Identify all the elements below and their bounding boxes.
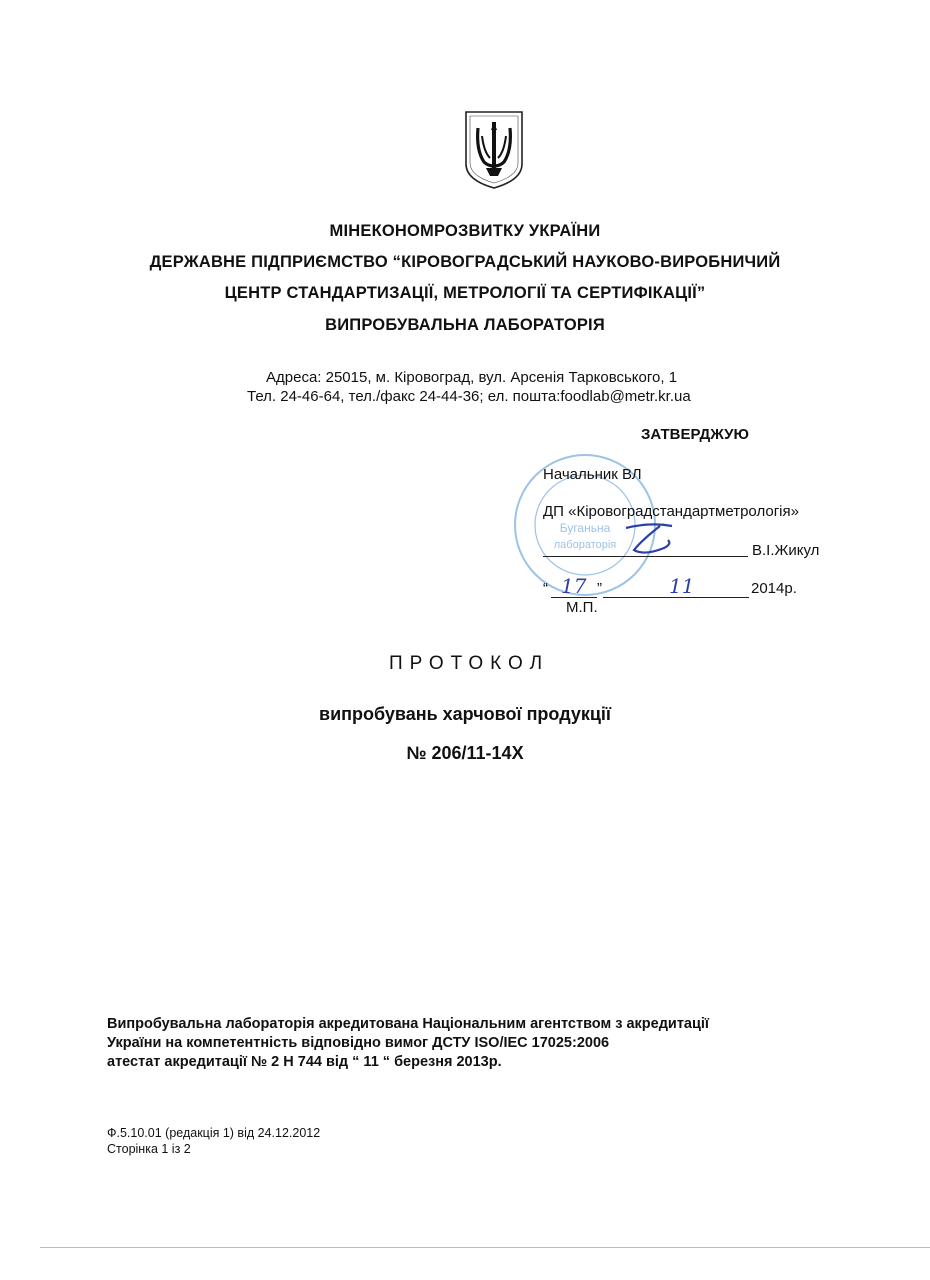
ministry-heading: МІНЕКОНОМРОЗВИТКУ УКРАЇНИ [329, 222, 601, 240]
approver-organization: ДП «Кіровоградстандартметрологія» [543, 503, 799, 520]
laboratory-heading: ВИПРОБУВАЛЬНА ЛАБОРАТОРІЯ [325, 316, 605, 334]
approval-heading: ЗАТВЕРДЖУЮ [641, 426, 749, 443]
protocol-title: ПРОТОКОЛ [388, 653, 550, 674]
form-reference: Ф.5.10.01 (редакція 1) від 24.12.2012 [107, 1126, 321, 1140]
accreditation-line2: України на компетентність відповідно вимог ДСТУ ISO/IEC 17025:2006 [107, 1035, 610, 1051]
protocol-subtitle: випробувань харчової продукції [319, 704, 611, 724]
stamp-text-line2: лабораторія [553, 539, 617, 551]
address-line: Адреса: 25015, м. Кіровоград, вул. Арсенія Тарковського, 1 [266, 369, 678, 386]
accreditation-line1: Випробувальна лабораторія акредитована Національним агентством з акредитації [107, 1016, 710, 1032]
page-bottom-edge [40, 1247, 930, 1248]
approver-position: Начальник ВЛ [543, 466, 642, 483]
contacts-line: Тел. 24-46-64, тел./факс 24-44-36; ел. пошта:foodlab@metr.kr.ua [247, 388, 691, 405]
date-year: 2014р. [751, 580, 797, 597]
seal-note: М.П. [566, 599, 598, 616]
stamp-text-line1: Буганьна [559, 521, 611, 535]
date-close-quote: ” [597, 580, 602, 597]
page-counter: Сторінка 1 із 2 [107, 1142, 191, 1156]
protocol-number: № 206/11-14Х [406, 743, 524, 763]
enterprise-heading-line1: ДЕРЖАВНЕ ПІДПРИЄМСТВО “КІРОВОГРАДСЬКИЙ НАУКОВО-ВИРОБНИЧИЙ [149, 253, 781, 271]
accreditation-line3: атестат акредитації № 2 Н 744 від “ 11 “ березня 2013р. [107, 1054, 502, 1070]
date-month-handwritten: 11 [669, 574, 695, 598]
date-day-handwritten: 17 [561, 574, 587, 598]
coat-of-arms-icon [462, 108, 526, 192]
signature-icon [620, 520, 680, 564]
approver-name: В.І.Жикул [752, 542, 820, 559]
enterprise-heading-line2: ЦЕНТР СТАНДАРТИЗАЦІЇ, МЕТРОЛОГІЇ ТА СЕРТИФІКАЦІЇ” [224, 284, 706, 302]
date-open-quote: “ [543, 580, 548, 597]
